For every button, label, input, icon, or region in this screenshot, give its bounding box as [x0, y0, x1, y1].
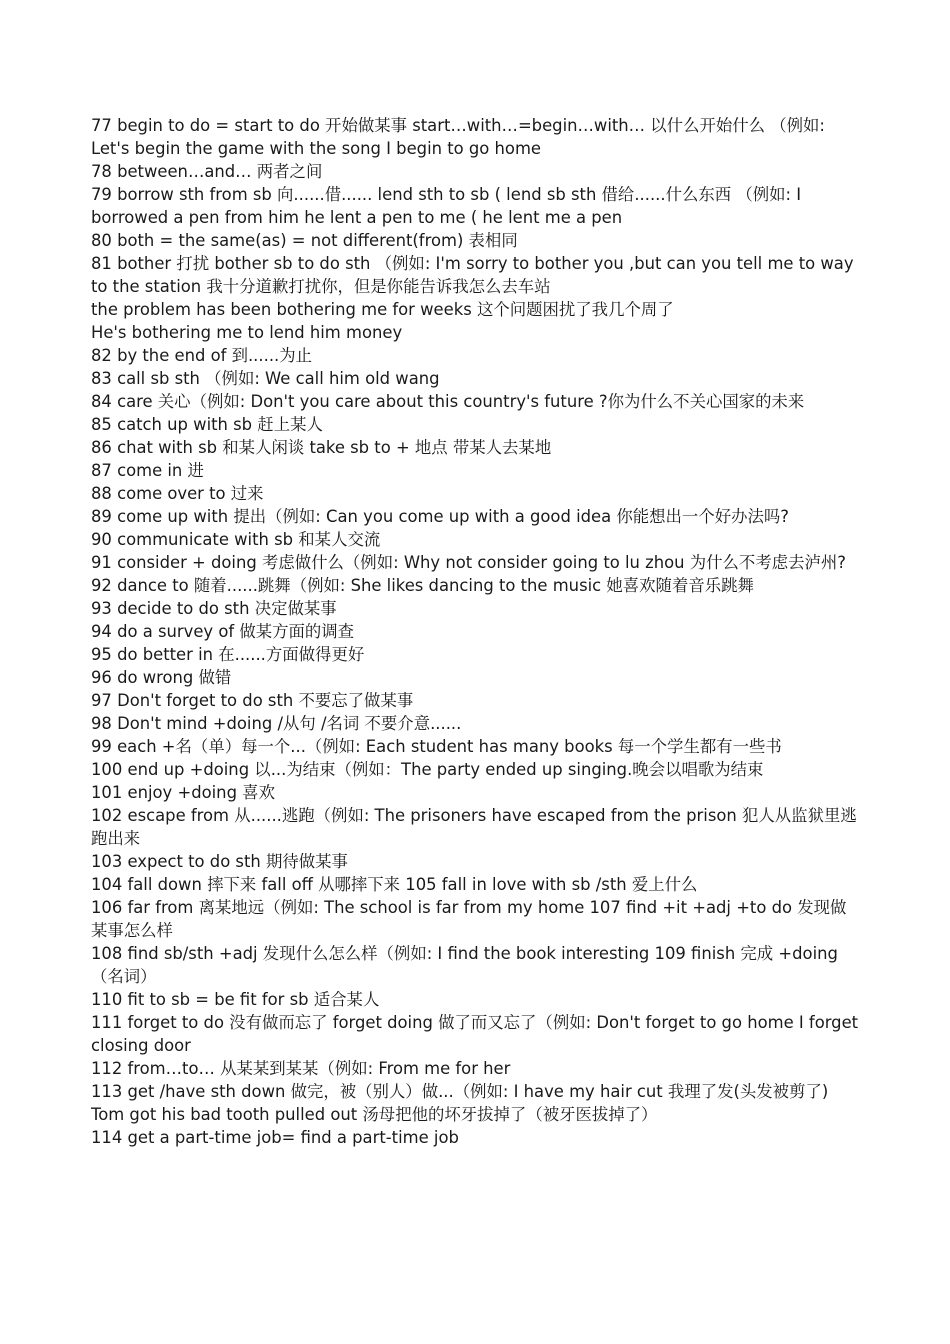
text-line: 104 fall down 摔下来 fall off 从哪摔下来 105 fall in love with sb /sth 爱上什么 — [91, 875, 698, 894]
text-line: 84 care 关心（例如: Don't you care about this country's future ?你为什么不关心国家的未来 — [91, 392, 805, 411]
text-line: 85 catch up with sb 赶上某人 — [91, 415, 323, 434]
text-line: 114 get a part-time job= find a part-time job — [91, 1128, 459, 1147]
text-line: 95 do better in 在......方面做得更好 — [91, 645, 365, 664]
text-line: 110 fit to sb = be fit for sb 适合某人 — [91, 990, 380, 1009]
text-line: 83 call sb sth （例如: We call him old wang — [91, 369, 440, 388]
text-line: the problem has been bothering me for weeks 这个问题困扰了我几个周了 — [91, 300, 674, 319]
text-line: 80 both = the same(as) = not different(from) 表相同 — [91, 231, 518, 250]
text-line: 88 come over to 过来 — [91, 484, 264, 503]
text-line: 89 come up with 提出（例如: Can you come up with a good idea 你能想出一个好办法吗? — [91, 507, 789, 526]
text-line: 79 borrow sth from sb 向......借...... lend sth to sb ( lend sb sth 借给......什么东西 （例如: I borrowed a pen from him he lent a pen to me ( he lent me a pen — [91, 185, 802, 227]
text-line: 98 Don't mind +doing /从句 /名词 不要介意...... — [91, 714, 462, 733]
text-line: 100 end up +doing 以...为结束（例如：The party ended up singing.晚会以唱歌为结束 — [91, 760, 764, 779]
text-line: 90 communicate with sb 和某人交流 — [91, 530, 381, 549]
text-line: He's bothering me to lend him money — [91, 323, 403, 342]
text-line: 93 decide to do sth 决定做某事 — [91, 599, 337, 618]
text-line: 106 far from 离某地远（例如: The school is far from my home 107 find +it +adj +to do 发现做某事怎么样 — [91, 898, 847, 940]
text-line: 99 each +名（单）每一个...（例如: Each student has many books 每一个学生都有一些书 — [91, 737, 782, 756]
document-body — [91, 114, 861, 1149]
text-line: 112 from…to… 从某某到某某（例如: From me for her — [91, 1059, 511, 1078]
text-line: 94 do a survey of 做某方面的调查 — [91, 622, 355, 641]
text-line: 103 expect to do sth 期待做某事 — [91, 852, 348, 871]
text-line: 77 begin to do = start to do 开始做某事 start…with…=begin…with… 以什么开始什么 （例如: Let's begin the game with the song I begin to go home — [91, 116, 825, 158]
text-line: 81 bother 打扰 bother sb to do sth （例如: I'm sorry to bother you ,but can you tell me to way to the station 我十分道歉打扰你，但是你能告诉我怎么去车站 — [91, 254, 854, 296]
text-line: 78 between…and… 两者之间 — [91, 162, 323, 181]
text-line: 82 by the end of 到......为止 — [91, 346, 313, 365]
text-line: 92 dance to 随着......跳舞（例如: She likes dancing to the music 她喜欢随着音乐跳舞 — [91, 576, 754, 595]
text-line: 101 enjoy +doing 喜欢 — [91, 783, 275, 802]
text-line: 96 do wrong 做错 — [91, 668, 232, 687]
text-line: 111 forget to do 没有做而忘了 forget doing 做了而又忘了（例如: Don't forget to go home I forget closing door — [91, 1013, 859, 1055]
text-line: 113 get /have sth down 做完，被（别人）做...（例如: I have my hair cut 我理了发(头发被剪了) — [91, 1082, 829, 1101]
text-line: 108 find sb/sth +adj 发现什么怎么样（例如: I find the book interesting 109 finish 完成 +doing（名词） — [91, 944, 838, 986]
text-line: 91 consider + doing 考虑做什么（例如: Why not consider going to lu zhou 为什么不考虑去泸州? — [91, 553, 846, 572]
text-line: 97 Don't forget to do sth 不要忘了做某事 — [91, 691, 414, 710]
text-line: 102 escape from 从......逃跑（例如: The prisoners have escaped from the prison 犯人从监狱里逃跑出来 — [91, 806, 857, 848]
text-line: 87 come in 进 — [91, 461, 204, 480]
text-line: 86 chat with sb 和某人闲谈 take sb to + 地点 带某人去某地 — [91, 438, 552, 457]
text-line: Tom got his bad tooth pulled out 汤母把他的坏牙拔掉了（被牙医拔掉了） — [91, 1105, 658, 1124]
